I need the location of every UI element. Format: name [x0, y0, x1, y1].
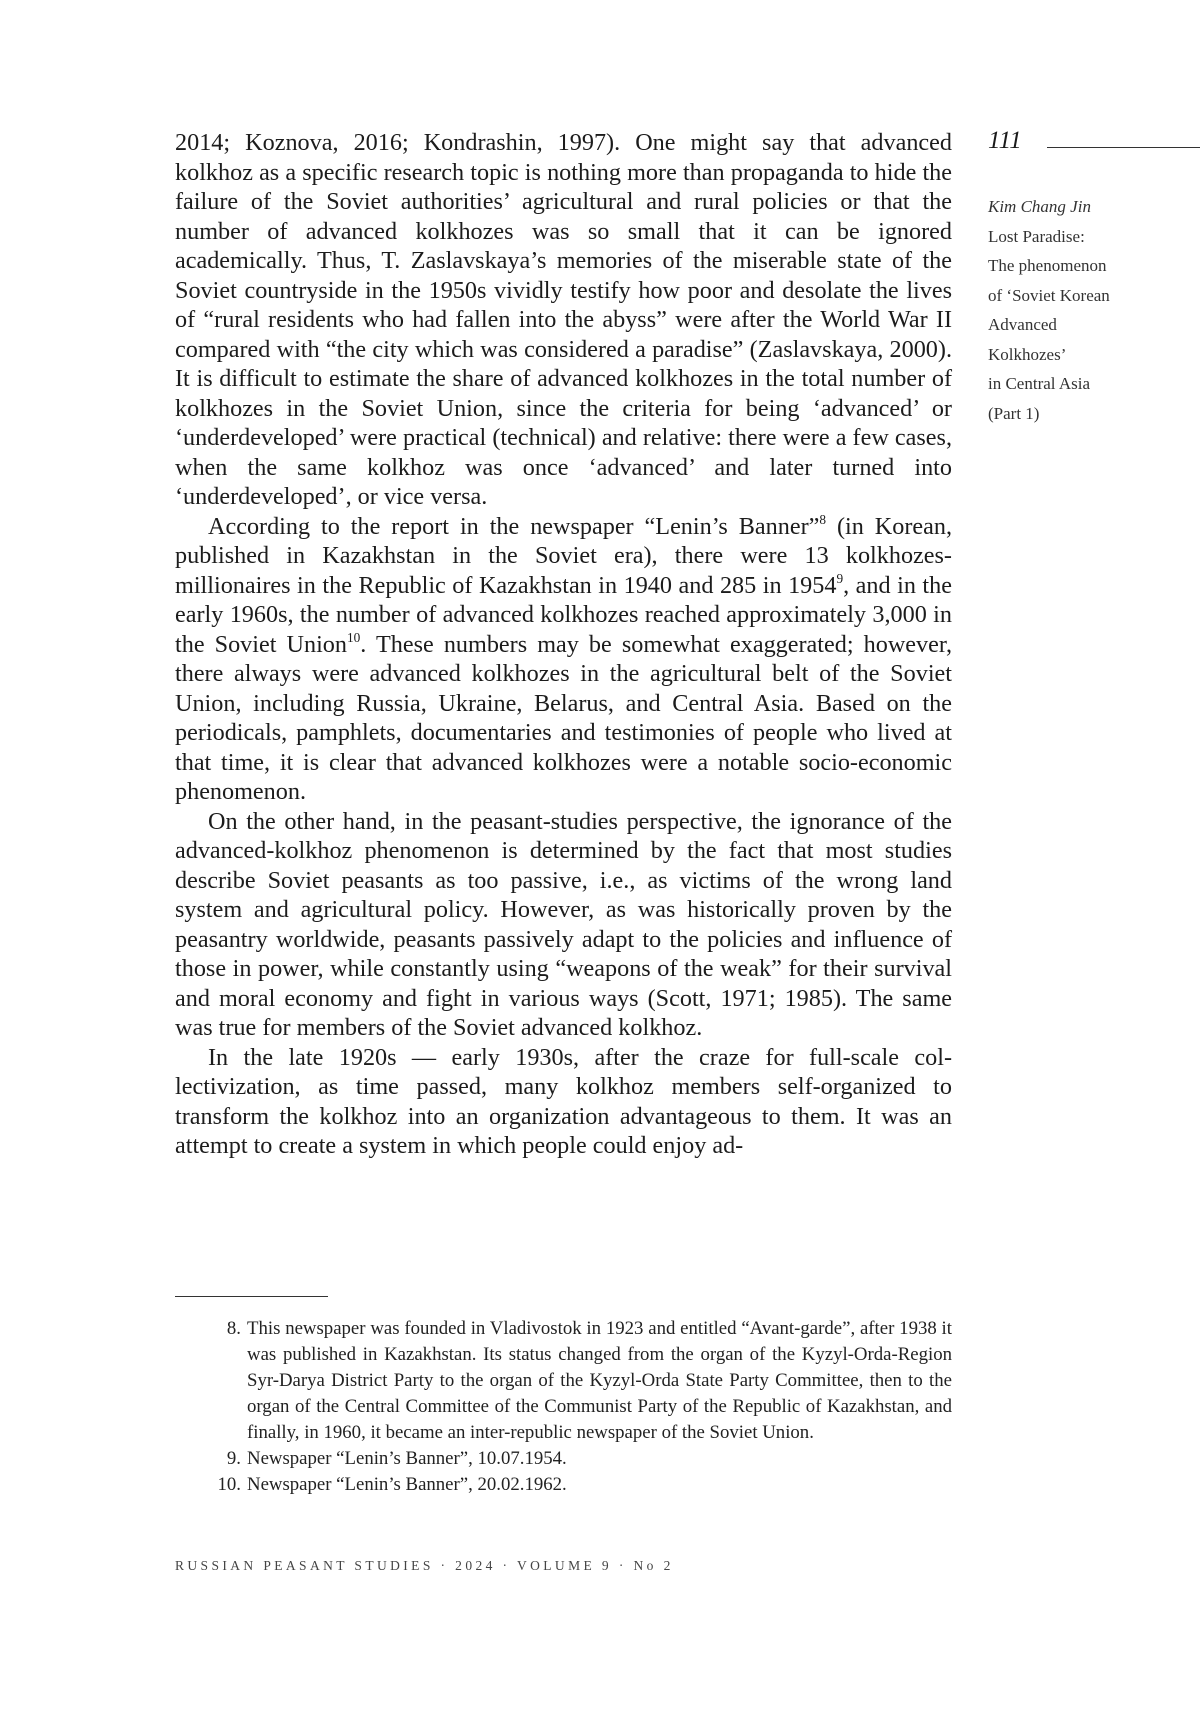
footnote: [175, 1316, 952, 1446]
sidebar-title-line: Lost Paradise:: [988, 226, 1085, 246]
text-run: , and in the early 1960s, the number of advanced kolkhozes reached approximately 3,000 in the Soviet Union: [175, 571, 952, 658]
footnote-text: Newspaper “Lenin’s Banner”, 20.02.1962.: [247, 1474, 567, 1495]
sidebar-title-line: (Part 1): [988, 403, 1040, 423]
footnote-ref[interactable]: 9: [836, 570, 844, 586]
sidebar-title-line: The phenomenon: [988, 256, 1107, 275]
body-paragraph: In the late 1920s — early 1930s, after the craze for full-scale collectivization, as time passed, many kolkhoz members self-organized to transform the kolkhoz into an organization advantageous to them. It was an attempt to create a system in which people could enjoy ad-: [175, 1043, 952, 1159]
text-run: (in Korean, published in Kazakhstan in the Soviet era), there were 13 kolkhozes-millionaires in the Republic of Kazakhstan in 1940 and 285 in 1954: [175, 512, 952, 599]
sidebar-title-line: Advanced: [988, 315, 1057, 334]
text-run: . These numbers may be somewhat exaggerated; however, there always were advanced kolkhozes in the agricultural belt of the Soviet Union, including Russia, Ukraine, Belarus, and Central Asia. Based on the periodicals, pamphlets, documentaries and testimonies of people who lived at that time, it is clear that advanced kolkhozes were a notable socio-economic phenomenon.: [175, 630, 952, 805]
footnote: [175, 1472, 952, 1498]
body-text: [175, 128, 952, 1161]
sidebar-running-head: [988, 192, 1188, 428]
footnote: [175, 1446, 952, 1472]
footnotes: [175, 1316, 952, 1498]
header-rule: [1047, 147, 1200, 148]
footnote-ref[interactable]: 10: [347, 629, 361, 645]
footnote-number: 10.: [217, 1474, 241, 1495]
body-paragraph: [175, 512, 952, 807]
footnote-number: 8.: [226, 1318, 241, 1339]
page-number: 111: [988, 127, 1022, 154]
sidebar-title-line: of ‘Soviet Korean: [988, 285, 1110, 305]
footnote-text: Newspaper “Lenin’s Banner”, 10.07.1954.: [247, 1448, 567, 1469]
footnote-separator: [175, 1296, 328, 1297]
sidebar-title-line: Kolkhozes’: [988, 344, 1067, 364]
body-paragraph: On the other hand, in the peasant-studies perspective, the ignorance of the advanced-kolkhoz phenomenon is determined by the fact that most studies describe Soviet peasants as too passive, i.e., as victims of the wrong land system and agricultural policy. However, as was historically proven by the peasantry worldwide, peasants passively adapt to the policies and influence of those in power, while constantly using “weapons of the weak” for their survival and moral economy and fight in various ways (Scott, 1971; 1985). The same was true for members of the Soviet advanced kolkhoz.: [175, 807, 952, 1041]
running-footer: RUSSIAN PEASANT STUDIES · 2024 · VOLUME 9 · No 2: [175, 1558, 674, 1573]
sidebar-author: Kim Chang Jin: [988, 197, 1091, 216]
footnote-number: 9.: [226, 1448, 241, 1469]
sidebar-title-line: in Central Asia: [988, 374, 1090, 393]
footnote-ref[interactable]: 8: [819, 511, 827, 527]
text-run: According to the report in the newspaper “Lenin’s Banner”: [208, 512, 820, 540]
footnote-text: This newspaper was founded in Vladivostok in 1923 and entitled “Avant-garde”, after 1938 it was published in Kazakhstan. Its status changed from the organ of the Kyzyl-Orda-Region Syr-Darya District Party to the organ of the Kyzyl-Orda State Party Committee, then to the organ of the Central Committee of the Communist Party of the Republic of Kazakhstan, and finally, in 1960, it became an inter-republic newspaper of the Soviet Union.: [247, 1318, 952, 1443]
body-paragraph: 2014; Koznova, 2016; Kondrashin, 1997). One might say that advanced kolkhoz as a specific research topic is nothing more than propaganda to hide the failure of the Soviet authorities’ agricultural and rural policies or that the number of advanced kolkhozes was so small that it can be ignored academically. Thus, T. Zaslavskaya’s memories of the miserable state of the Soviet countryside in the 1950s vividly testify how poor and desolate the lives of “rural residents who had fallen into the abyss” were after the World War II compared with “the city which was considered a paradise” (Zaslavskaya, 2000). It is difficult to estimate the share of advanced kolkhozes in the total number of kolkhozes in the Soviet Union, since the criteria for being ‘advanced’ or ‘underdeveloped’ were practical (technical) and relative: there were a few cases, when the same kolkhoz was once ‘advanced’ and later turned into ‘underdeveloped’, or vice versa.: [175, 129, 952, 510]
